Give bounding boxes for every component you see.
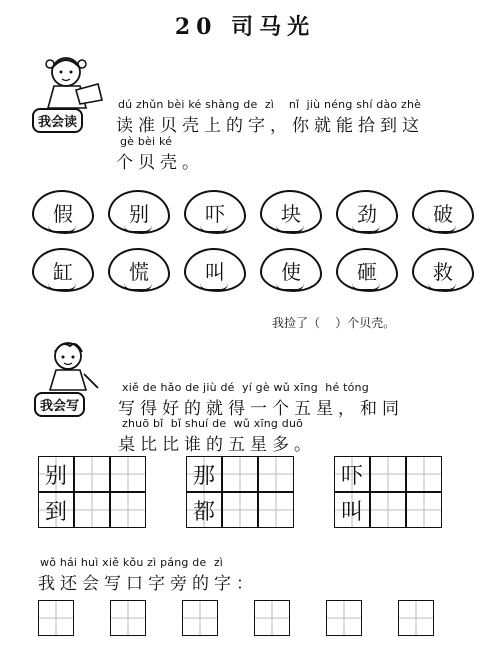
writing-box[interactable] <box>110 600 146 636</box>
write-instruction-pinyin-2: zhuō bǐ bǐ shuí de wǔ xīng duō <box>122 417 304 430</box>
writing-grid-cell[interactable] <box>74 456 110 492</box>
extra-instruction-line: 我还会写口字旁的字： <box>38 574 258 594</box>
writing-grid-model-char: 都 <box>186 492 222 528</box>
writing-box[interactable] <box>254 600 290 636</box>
shell-character: 使 <box>260 248 322 292</box>
writing-box[interactable] <box>182 600 218 636</box>
writing-grid-cell[interactable] <box>74 492 110 528</box>
reading-girl-icon <box>36 50 108 110</box>
shell-character: 别 <box>108 190 170 234</box>
writing-child-icon <box>40 336 104 392</box>
writing-grid-cell[interactable] <box>110 456 146 492</box>
read-instruction-line-2: 个贝壳。 <box>116 153 204 173</box>
read-instruction-pinyin-2: gè bèi ké <box>120 135 173 148</box>
writing-box[interactable] <box>326 600 362 636</box>
write-section-tag: 我会写 <box>34 392 85 417</box>
shell-character: 劲 <box>336 190 398 234</box>
writing-grid-cell[interactable] <box>370 492 406 528</box>
writing-grid-cell[interactable] <box>406 456 442 492</box>
writing-grid-model-char: 到 <box>38 492 74 528</box>
page-title: 20 司马光 <box>174 14 316 40</box>
shell-character: 叫 <box>184 248 246 292</box>
writing-box[interactable] <box>398 600 434 636</box>
shell-character: 块 <box>260 190 322 234</box>
shell-character: 假 <box>32 190 94 234</box>
read-instruction-pinyin-1: dú zhǔn bèi ké shàng de zì nǐ jiù néng shí dào zhè <box>118 98 422 111</box>
writing-grid-cell[interactable] <box>258 456 294 492</box>
shell-count-sentence: 我捡了（ ）个贝壳。 <box>272 316 396 330</box>
writing-grid-cell[interactable] <box>222 456 258 492</box>
shell-character: 缸 <box>32 248 94 292</box>
writing-box[interactable] <box>38 600 74 636</box>
write-instruction-line-2: 桌比比谁的五星多。 <box>118 435 316 455</box>
write-instruction-line-1: 写得好的就得一个五星，和同 <box>118 399 404 419</box>
writing-grid-model-char: 别 <box>38 456 74 492</box>
shell-character: 慌 <box>108 248 170 292</box>
writing-grid-cell[interactable] <box>258 492 294 528</box>
read-section-tag: 我会读 <box>32 108 83 133</box>
shell-character: 破 <box>412 190 474 234</box>
writing-grid-model-char: 叫 <box>334 492 370 528</box>
write-instruction-pinyin-1: xiě de hǎo de jiù dé yí gè wǔ xīng hé tóng <box>122 381 369 394</box>
writing-grid-cell[interactable] <box>110 492 146 528</box>
writing-grid-model-char: 吓 <box>334 456 370 492</box>
shell-character: 吓 <box>184 190 246 234</box>
writing-grid-model-char: 那 <box>186 456 222 492</box>
extra-instruction-pinyin: wǒ hái huì xiě kǒu zì páng de zì <box>40 556 224 569</box>
writing-grid-cell[interactable] <box>370 456 406 492</box>
shell-character: 砸 <box>336 248 398 292</box>
read-instruction-line-1: 读准贝壳上的字，你就能拾到这 <box>116 116 424 136</box>
writing-grid-cell[interactable] <box>406 492 442 528</box>
writing-grid-cell[interactable] <box>222 492 258 528</box>
shell-character: 救 <box>412 248 474 292</box>
